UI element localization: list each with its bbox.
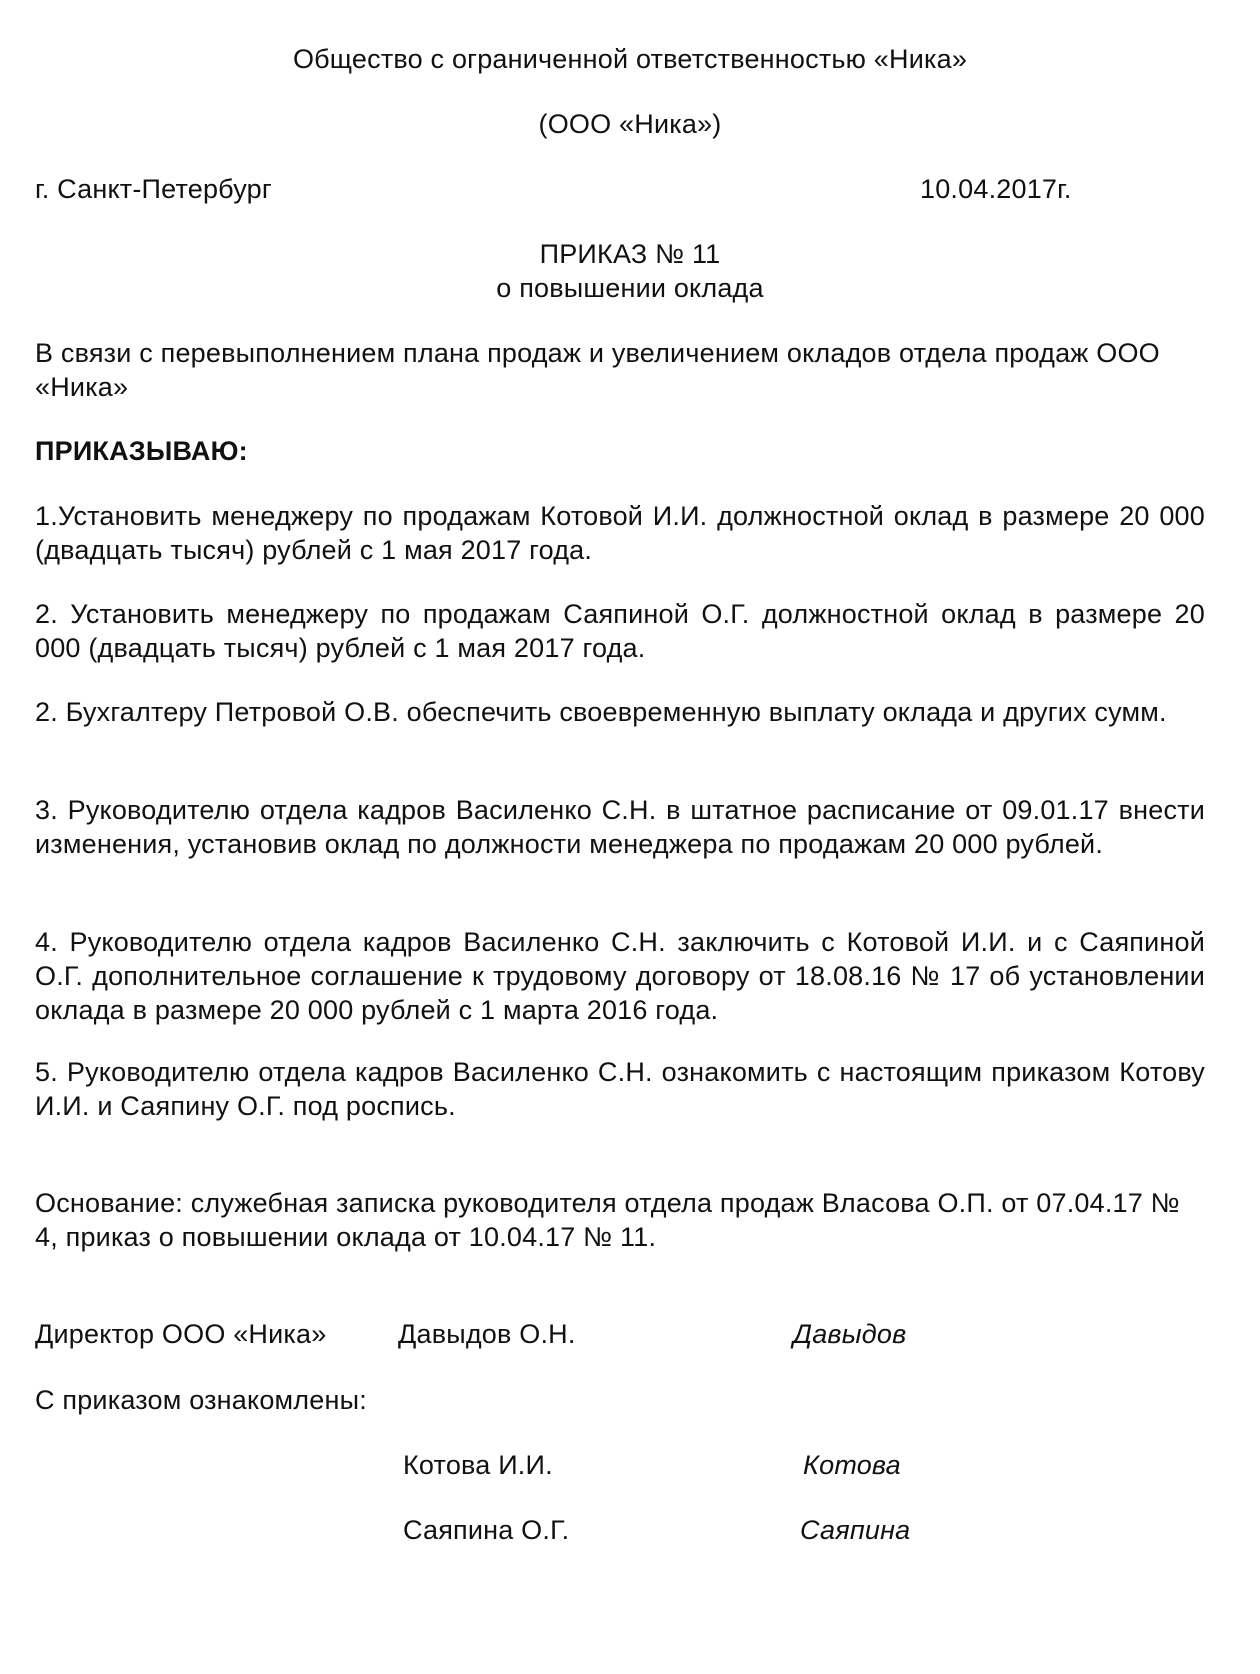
order-subject: о повышении оклада bbox=[496, 273, 764, 303]
order-item-4: 4. Руководителю отдела кадров Василенко С.Н. заключить с Котовой И.И. и с Саяпиной О.Г. дополнительное соглашение к трудовому договору от 18.08.16 № 17 об установлении оклада в размере 20 000 рублей с 1 марта 2016 года. bbox=[35, 927, 1205, 1025]
preamble: В связи с перевыполнением плана продаж и увеличением окладов отдела продаж ООО «Ника» bbox=[35, 338, 1160, 402]
document-date: 10.04.2017г. bbox=[920, 174, 1072, 204]
director-name: Давыдов О.Н. bbox=[398, 1319, 576, 1349]
acquainted-name-1: Котова И.И. bbox=[403, 1450, 553, 1480]
city: г. Санкт-Петербург bbox=[35, 174, 272, 204]
order-item-1: 1.Установить менеджеру по продажам Котовой И.И. должностной оклад в размере 20 000 (двадцать тысяч) рублей с 1 мая 2017 года. bbox=[35, 501, 1205, 565]
order-word: ПРИКАЗЫВАЮ: bbox=[35, 436, 248, 466]
order-item-2b: 2. Бухгалтеру Петровой О.В. обеспечить своевременную выплату оклада и других сумм. bbox=[35, 697, 1167, 727]
acquainted-label: С приказом ознакомлены: bbox=[35, 1385, 367, 1415]
acquainted-name-2: Саяпина О.Г. bbox=[403, 1515, 570, 1545]
acquainted-signature-2: Саяпина bbox=[800, 1515, 911, 1545]
org-full-name: Общество с ограниченной ответственностью «Ника» bbox=[292, 44, 968, 74]
director-signature: Давыдов bbox=[793, 1319, 907, 1349]
order-item-2: 2. Установить менеджеру по продажам Саяпиной О.Г. должностной оклад в размере 20 000 (двадцать тысяч) рублей с 1 мая 2017 года. bbox=[35, 599, 1205, 663]
order-number: ПРИКАЗ № 11 bbox=[539, 239, 721, 269]
director-position: Директор ООО «Ника» bbox=[35, 1319, 327, 1349]
order-item-5: 5. Руководителю отдела кадров Василенко С.Н. ознакомить с настоящим приказом Котову И.И. и Саяпину О.Г. под роспись. bbox=[35, 1057, 1205, 1121]
order-item-3: 3. Руководителю отдела кадров Василенко С.Н. в штатное расписание от 09.01.17 внести изменения, установив оклад по должности менеджера по продажам 20 000 рублей. bbox=[35, 795, 1205, 859]
acquainted-signature-1: Котова bbox=[803, 1450, 901, 1480]
org-short-name: (ООО «Ника») bbox=[538, 109, 722, 139]
basis: Основание: служебная записка руководителя отдела продаж Власова О.П. от 07.04.17 № 4, приказ о повышении оклада от 10.04.17 № 11. bbox=[35, 1188, 1180, 1252]
